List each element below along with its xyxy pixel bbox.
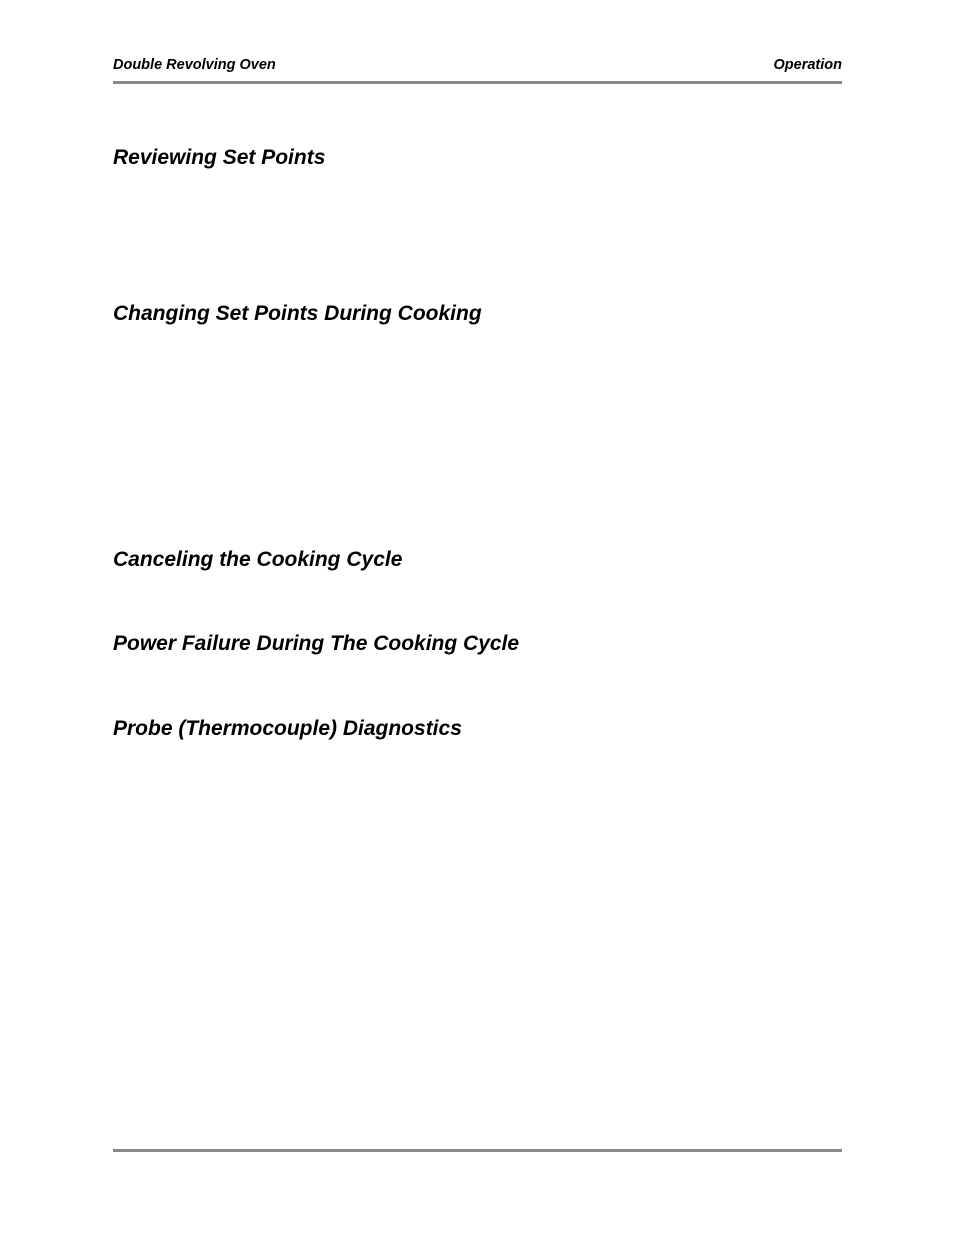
section-heading-changing-set-points: Changing Set Points During Cooking xyxy=(113,302,482,325)
header-document-title: Double Revolving Oven xyxy=(113,57,276,73)
section-heading-canceling-cycle: Canceling the Cooking Cycle xyxy=(113,548,403,571)
page-header xyxy=(113,56,842,74)
section-heading-power-failure: Power Failure During The Cooking Cycle xyxy=(113,632,520,655)
section-heading-probe-diagnostics: Probe (Thermocouple) Diagnostics xyxy=(113,717,462,740)
header-chapter-title: Operation xyxy=(773,57,842,73)
header-divider xyxy=(113,81,842,84)
section-heading-reviewing-set-points: Reviewing Set Points xyxy=(113,146,326,169)
footer-divider xyxy=(113,1149,842,1152)
